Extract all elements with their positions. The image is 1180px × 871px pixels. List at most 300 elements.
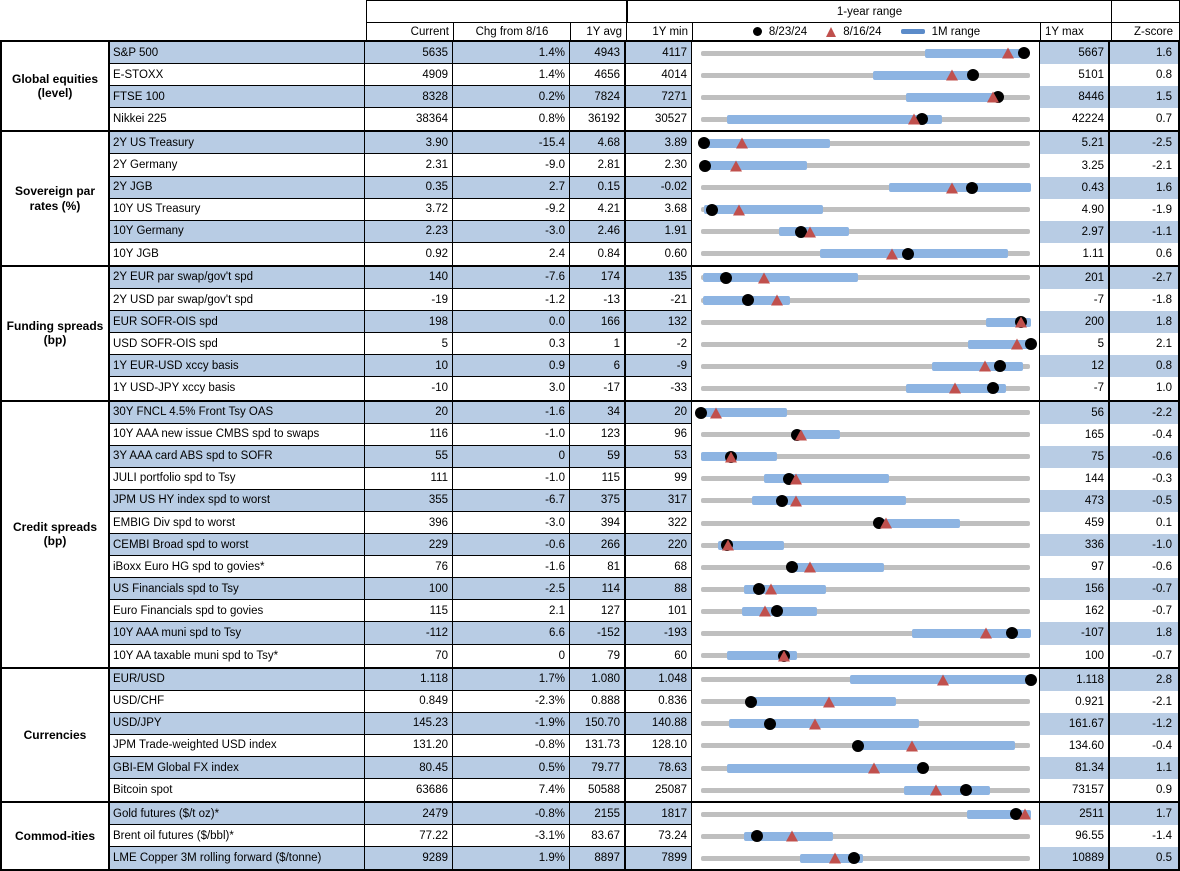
cell-1y-min: 7271 xyxy=(626,86,692,108)
cell-1y-min: 128.10 xyxy=(626,735,692,757)
group-rows xyxy=(110,402,1178,667)
current-dot-marker xyxy=(902,248,914,260)
prior-week-triangle-marker xyxy=(880,518,892,529)
row-name: 2Y US Treasury xyxy=(110,132,365,154)
one-month-range-bar xyxy=(932,362,1023,371)
cell-1y-avg: 83.67 xyxy=(570,825,626,847)
range-chart xyxy=(692,108,1040,130)
range-chart xyxy=(692,534,1040,556)
cell-chg: -3.1% xyxy=(453,825,570,847)
table-row xyxy=(110,847,1178,869)
table-row xyxy=(110,622,1178,644)
cell-1y-max: 144 xyxy=(1040,468,1110,490)
cell-z-score: 1.7 xyxy=(1156,808,1172,821)
cell-1y-min: 20 xyxy=(626,402,692,424)
cell-z-score: -0.7 xyxy=(1152,605,1172,618)
row-name: 2Y USD par swap/gov't spd xyxy=(110,289,365,311)
cell-current: 8328 xyxy=(365,86,453,108)
cell-z-score: 0.6 xyxy=(1156,247,1172,260)
range-chart xyxy=(692,267,1040,289)
cell-1y-max: 8446 xyxy=(1040,86,1110,108)
row-name: JULI portfolio spd to Tsy xyxy=(110,468,365,490)
legend-triangle-icon xyxy=(826,27,836,37)
cell-current: 63686 xyxy=(365,779,453,801)
current-dot-marker xyxy=(994,360,1006,372)
cell-chg: 0 xyxy=(453,645,570,667)
cell-1y-avg: 2.46 xyxy=(570,221,626,243)
row-name: 2Y JGB xyxy=(110,177,365,199)
row-name: GBI-EM Global FX index xyxy=(110,757,365,779)
cell-chg: -1.9% xyxy=(453,713,570,735)
cell-z-score: -1.2 xyxy=(1152,717,1172,730)
cell-current: 5635 xyxy=(365,42,453,64)
cell-current: 0.35 xyxy=(365,177,453,199)
cell-1y-min: -2 xyxy=(626,333,692,355)
cell-chg: -2.5 xyxy=(453,578,570,600)
table-row xyxy=(110,779,1178,801)
prior-week-triangle-marker xyxy=(790,495,802,506)
cell-1y-avg: 166 xyxy=(570,311,626,333)
range-chart xyxy=(692,86,1040,108)
range-chart xyxy=(692,645,1040,667)
prior-week-triangle-marker xyxy=(725,451,737,462)
row-name: 1Y USD-JPY xccy basis xyxy=(110,377,365,399)
one-month-range-bar xyxy=(858,741,1015,750)
row-name: CEMBI Broad spd to worst xyxy=(110,534,365,556)
cell-1y-avg: 4.21 xyxy=(570,199,626,221)
cell-chg: -3.0 xyxy=(453,221,570,243)
current-dot-marker xyxy=(960,784,972,796)
range-chart xyxy=(692,132,1040,154)
current-dot-marker xyxy=(771,605,783,617)
cell-1y-avg: 2155 xyxy=(570,803,626,825)
prior-week-triangle-marker xyxy=(736,138,748,149)
range-chart xyxy=(692,177,1040,199)
range-chart xyxy=(692,446,1040,468)
cell-1y-avg: 0.84 xyxy=(570,243,626,265)
header-spacer-right xyxy=(1112,0,1180,22)
cell-1y-max: 165 xyxy=(1040,424,1110,446)
prior-week-triangle-marker xyxy=(937,674,949,685)
cell-1y-min: 78.63 xyxy=(626,757,692,779)
current-dot-marker xyxy=(776,495,788,507)
cell-1y-max: 5 xyxy=(1040,333,1110,355)
row-name: 10Y AAA muni spd to Tsy xyxy=(110,622,365,644)
full-range-track xyxy=(701,229,1030,234)
range-chart xyxy=(692,691,1040,713)
cell-1y-max: 156 xyxy=(1040,578,1110,600)
cell-current: 76 xyxy=(365,556,453,578)
group-label: Currencies xyxy=(2,669,110,802)
row-name: E-STOXX xyxy=(110,64,365,86)
cell-1y-min: 140.88 xyxy=(626,713,692,735)
prior-week-triangle-marker xyxy=(1002,48,1014,59)
prior-week-triangle-marker xyxy=(868,763,880,774)
row-name: 10Y US Treasury xyxy=(110,199,365,221)
cell-1y-min: 96 xyxy=(626,424,692,446)
prior-week-triangle-marker xyxy=(946,70,958,81)
range-chart xyxy=(692,713,1040,735)
cell-1y-max: 10889 xyxy=(1040,847,1110,869)
cell-chg: -15.4 xyxy=(453,132,570,154)
cell-1y-avg: 394 xyxy=(570,512,626,534)
table-header xyxy=(366,0,1180,40)
cell-1y-min: 7899 xyxy=(626,847,692,869)
cell-current: 355 xyxy=(365,490,453,512)
table-row xyxy=(110,803,1178,825)
cell-chg: -0.6 xyxy=(453,534,570,556)
full-range-track xyxy=(701,320,1030,325)
cell-chg: 0.0 xyxy=(453,311,570,333)
group-rows xyxy=(110,267,1178,400)
range-chart xyxy=(692,311,1040,333)
cell-current: 5 xyxy=(365,333,453,355)
cell-current: 116 xyxy=(365,424,453,446)
table-row xyxy=(110,534,1178,556)
group-label: Sovereign par rates (%) xyxy=(2,132,110,265)
cell-z-score: -0.5 xyxy=(1152,494,1172,507)
cell-1y-avg: 8897 xyxy=(570,847,626,869)
cell-1y-avg: -17 xyxy=(570,377,626,399)
group-rows xyxy=(110,132,1178,265)
current-dot-marker xyxy=(753,583,765,595)
cell-1y-avg: 1 xyxy=(570,333,626,355)
cell-1y-min: 220 xyxy=(626,534,692,556)
cell-1y-avg: 81 xyxy=(570,556,626,578)
cell-chg: -0.8% xyxy=(453,803,570,825)
table-row xyxy=(110,108,1178,130)
range-chart xyxy=(692,42,1040,64)
range-chart xyxy=(692,669,1040,691)
current-dot-marker xyxy=(698,137,710,149)
cell-chg: -7.6 xyxy=(453,267,570,289)
range-chart xyxy=(692,825,1040,847)
prior-week-triangle-marker xyxy=(771,295,783,306)
full-range-track xyxy=(701,521,1030,526)
table-row xyxy=(110,669,1178,691)
cell-1y-avg: 0.888 xyxy=(570,691,626,713)
cell-z-score: -2.5 xyxy=(1152,137,1172,150)
cell-current: 9289 xyxy=(365,847,453,869)
cell-z-score: -0.4 xyxy=(1152,739,1172,752)
cell-1y-max: 336 xyxy=(1040,534,1110,556)
cell-1y-min: 1.048 xyxy=(626,669,692,691)
cell-1y-avg: 123 xyxy=(570,424,626,446)
cell-chg: -2.3% xyxy=(453,691,570,713)
prior-week-triangle-marker xyxy=(759,606,771,617)
table-row xyxy=(110,221,1178,243)
group-label: Commod-ities xyxy=(2,803,110,869)
prior-week-triangle-marker xyxy=(823,696,835,707)
row-name: 10Y AAA new issue CMBS spd to swaps xyxy=(110,424,365,446)
cell-current: 0.849 xyxy=(365,691,453,713)
range-chart xyxy=(692,735,1040,757)
range-chart xyxy=(692,600,1040,622)
cell-chg: -1.6 xyxy=(453,556,570,578)
group-label: Funding spreads (bp) xyxy=(2,267,110,400)
cell-chg: 7.4% xyxy=(453,779,570,801)
cell-1y-max: 100 xyxy=(1040,645,1110,667)
cell-chg: -6.7 xyxy=(453,490,570,512)
legend-dot-icon xyxy=(753,27,762,36)
group-rows xyxy=(110,803,1178,869)
cell-current: 2.31 xyxy=(365,154,453,176)
current-dot-marker xyxy=(764,718,776,730)
cell-1y-avg: 266 xyxy=(570,534,626,556)
cell-z-score: -2.1 xyxy=(1152,695,1172,708)
range-chart xyxy=(692,468,1040,490)
cell-z-score: 1.1 xyxy=(1156,762,1172,775)
prior-week-triangle-marker xyxy=(930,785,942,796)
cell-z-score: 1.6 xyxy=(1156,47,1172,60)
one-month-range-bar xyxy=(889,183,1031,192)
range-chart xyxy=(692,424,1040,446)
table-row xyxy=(110,825,1178,847)
cell-z-score: -0.7 xyxy=(1152,649,1172,662)
cell-1y-avg: 79.77 xyxy=(570,757,626,779)
table-row xyxy=(110,86,1178,108)
cell-1y-max: 1.11 xyxy=(1040,243,1110,265)
prior-week-triangle-marker xyxy=(886,248,898,259)
cell-1y-avg: 7824 xyxy=(570,86,626,108)
cell-z-score: -2.7 xyxy=(1152,271,1172,284)
current-dot-marker xyxy=(706,204,718,216)
cell-1y-max: 161.67 xyxy=(1040,713,1110,735)
cell-z-score: 2.1 xyxy=(1156,338,1172,351)
cell-1y-min: -0.02 xyxy=(626,177,692,199)
row-name: Gold futures ($/t oz)* xyxy=(110,803,365,825)
cell-1y-avg: 79 xyxy=(570,645,626,667)
cell-1y-avg: 115 xyxy=(570,468,626,490)
prior-week-triangle-marker xyxy=(758,272,770,283)
cell-current: 2479 xyxy=(365,803,453,825)
cell-1y-max: 5667 xyxy=(1040,42,1110,64)
table-row xyxy=(110,355,1178,377)
cell-chg: 2.1 xyxy=(453,600,570,622)
cell-chg: 0.5% xyxy=(453,757,570,779)
cell-z-score: 1.6 xyxy=(1156,181,1172,194)
cell-1y-min: -9 xyxy=(626,355,692,377)
cell-1y-min: 101 xyxy=(626,600,692,622)
range-chart xyxy=(692,243,1040,265)
cell-z-score: -1.4 xyxy=(1152,830,1172,843)
cell-1y-max: 134.60 xyxy=(1040,735,1110,757)
cell-1y-min: -193 xyxy=(626,622,692,644)
one-month-range-bar xyxy=(701,452,777,461)
cell-1y-max: 200 xyxy=(1040,311,1110,333)
prior-week-triangle-marker xyxy=(786,831,798,842)
cell-1y-min: 3.68 xyxy=(626,199,692,221)
cell-z-score: -0.4 xyxy=(1152,428,1172,441)
cell-current: 131.20 xyxy=(365,735,453,757)
current-dot-marker xyxy=(751,830,763,842)
prior-week-triangle-marker xyxy=(906,740,918,751)
row-name: JPM US HY index spd to worst xyxy=(110,490,365,512)
row-name: EMBIG Div spd to worst xyxy=(110,512,365,534)
table-row xyxy=(110,490,1178,512)
cell-current: 198 xyxy=(365,311,453,333)
cell-current: -19 xyxy=(365,289,453,311)
cell-current: 4909 xyxy=(365,64,453,86)
table-row xyxy=(110,64,1178,86)
prior-week-triangle-marker xyxy=(804,562,816,573)
header-row-columns xyxy=(366,22,1180,40)
row-name: 10Y JGB xyxy=(110,243,365,265)
row-name: 1Y EUR-USD xccy basis xyxy=(110,355,365,377)
table-row xyxy=(110,512,1178,534)
full-range-track xyxy=(701,856,1030,861)
row-name: Nikkei 225 xyxy=(110,108,365,130)
current-dot-marker xyxy=(966,182,978,194)
cell-z-score: -0.6 xyxy=(1152,561,1172,574)
table-row xyxy=(110,691,1178,713)
one-month-range-bar xyxy=(729,719,919,728)
cell-1y-max: 5101 xyxy=(1040,64,1110,86)
cell-1y-min: 30527 xyxy=(626,108,692,130)
cell-1y-avg: -152 xyxy=(570,622,626,644)
row-name: EUR/USD xyxy=(110,669,365,691)
cell-1y-min: 25087 xyxy=(626,779,692,801)
cell-1y-max: -7 xyxy=(1040,377,1110,399)
cell-current: 140 xyxy=(365,267,453,289)
cell-1y-avg: 6 xyxy=(570,355,626,377)
range-chart xyxy=(692,289,1040,311)
cell-1y-max: -7 xyxy=(1040,289,1110,311)
cell-1y-min: 135 xyxy=(626,267,692,289)
table-body xyxy=(0,40,1180,871)
cell-1y-avg: 150.70 xyxy=(570,713,626,735)
row-name: US Financials spd to Tsy xyxy=(110,578,365,600)
cell-1y-min: -33 xyxy=(626,377,692,399)
group-label: Global equities (level) xyxy=(2,42,110,130)
cell-chg: 2.7 xyxy=(453,177,570,199)
legend-range-bar-icon xyxy=(901,29,925,34)
cell-1y-avg: 34 xyxy=(570,402,626,424)
cell-current: 2.23 xyxy=(365,221,453,243)
range-chart xyxy=(692,512,1040,534)
col-header-current: Current xyxy=(366,22,454,40)
cell-1y-avg: -13 xyxy=(570,289,626,311)
current-dot-marker xyxy=(917,762,929,774)
cell-current: 77.22 xyxy=(365,825,453,847)
table-row xyxy=(110,377,1178,399)
prior-week-triangle-marker xyxy=(804,226,816,237)
row-name: 10Y AA taxable muni spd to Tsy* xyxy=(110,645,365,667)
legend-triangle-label: 8/16/24 xyxy=(843,25,882,38)
prior-week-triangle-marker xyxy=(795,429,807,440)
cell-1y-min: 60 xyxy=(626,645,692,667)
cell-z-score: -1.9 xyxy=(1152,203,1172,216)
cell-1y-min: 88 xyxy=(626,578,692,600)
cell-current: 3.72 xyxy=(365,199,453,221)
cell-z-score: -1.1 xyxy=(1152,225,1172,238)
table-row xyxy=(110,402,1178,424)
row-name: Euro Financials spd to govies xyxy=(110,600,365,622)
cell-z-score: 0.7 xyxy=(1156,113,1172,126)
cell-1y-max: 75 xyxy=(1040,446,1110,468)
cell-1y-max: 3.25 xyxy=(1040,154,1110,176)
current-dot-marker xyxy=(745,696,757,708)
row-name: iBoxx Euro HG spd to govies* xyxy=(110,556,365,578)
cell-1y-min: 322 xyxy=(626,512,692,534)
row-name: 3Y AAA card ABS spd to SOFR xyxy=(110,446,365,468)
cell-1y-avg: 114 xyxy=(570,578,626,600)
cell-1y-max: 5.21 xyxy=(1040,132,1110,154)
cell-current: 111 xyxy=(365,468,453,490)
cell-current: 55 xyxy=(365,446,453,468)
cell-current: -112 xyxy=(365,622,453,644)
cell-1y-min: 73.24 xyxy=(626,825,692,847)
prior-week-triangle-marker xyxy=(1015,317,1027,328)
cell-1y-max: 201 xyxy=(1040,267,1110,289)
range-chart xyxy=(692,64,1040,86)
range-title: 1-year range xyxy=(627,0,1112,22)
cell-chg: 1.9% xyxy=(453,847,570,869)
cell-1y-max: 12 xyxy=(1040,355,1110,377)
cell-z-score: -0.3 xyxy=(1152,472,1172,485)
row-name: JPM Trade-weighted USD index xyxy=(110,735,365,757)
cell-chg: 2.4 xyxy=(453,243,570,265)
group-section xyxy=(2,42,1178,132)
cell-z-score: 0.8 xyxy=(1156,69,1172,82)
table-row xyxy=(110,311,1178,333)
cell-chg: 0.8% xyxy=(453,108,570,130)
prior-week-triangle-marker xyxy=(778,650,790,661)
table-row xyxy=(110,446,1178,468)
cell-current: 229 xyxy=(365,534,453,556)
cell-1y-max: 1.118 xyxy=(1040,669,1110,691)
current-dot-marker xyxy=(987,382,999,394)
row-name: USD/JPY xyxy=(110,713,365,735)
cell-1y-max: 97 xyxy=(1040,556,1110,578)
range-chart xyxy=(692,333,1040,355)
cell-current: 145.23 xyxy=(365,713,453,735)
row-name: 2Y Germany xyxy=(110,154,365,176)
cell-chg: -1.0 xyxy=(453,468,570,490)
col-header-1y-min: 1Y min xyxy=(627,22,693,40)
cell-z-score: -2.2 xyxy=(1152,406,1172,419)
cell-1y-avg: 50588 xyxy=(570,779,626,801)
cell-1y-min: 53 xyxy=(626,446,692,468)
cell-current: 3.90 xyxy=(365,132,453,154)
cell-z-score: 0.8 xyxy=(1156,360,1172,373)
row-name: Bitcoin spot xyxy=(110,779,365,801)
table-row xyxy=(110,243,1178,265)
row-name: EUR SOFR-OIS spd xyxy=(110,311,365,333)
table-row xyxy=(110,757,1178,779)
row-name: 10Y Germany xyxy=(110,221,365,243)
table-row xyxy=(110,267,1178,289)
prior-week-triangle-marker xyxy=(790,473,802,484)
current-dot-marker xyxy=(695,407,707,419)
row-name: 30Y FNCL 4.5% Front Tsy OAS xyxy=(110,402,365,424)
cell-1y-max: 56 xyxy=(1040,402,1110,424)
table-row xyxy=(110,424,1178,446)
row-name: USD SOFR-OIS spd xyxy=(110,333,365,355)
cell-z-score: 0.9 xyxy=(1156,784,1172,797)
cell-chg: -9.2 xyxy=(453,199,570,221)
prior-week-triangle-marker xyxy=(1011,339,1023,350)
range-chart xyxy=(692,377,1040,399)
table-row xyxy=(110,468,1178,490)
range-chart xyxy=(692,402,1040,424)
cell-current: -10 xyxy=(365,377,453,399)
cell-current: 38364 xyxy=(365,108,453,130)
current-dot-marker xyxy=(1018,47,1030,59)
cell-1y-max: -107 xyxy=(1040,622,1110,644)
full-range-track xyxy=(701,432,1030,437)
group-section xyxy=(2,132,1178,267)
